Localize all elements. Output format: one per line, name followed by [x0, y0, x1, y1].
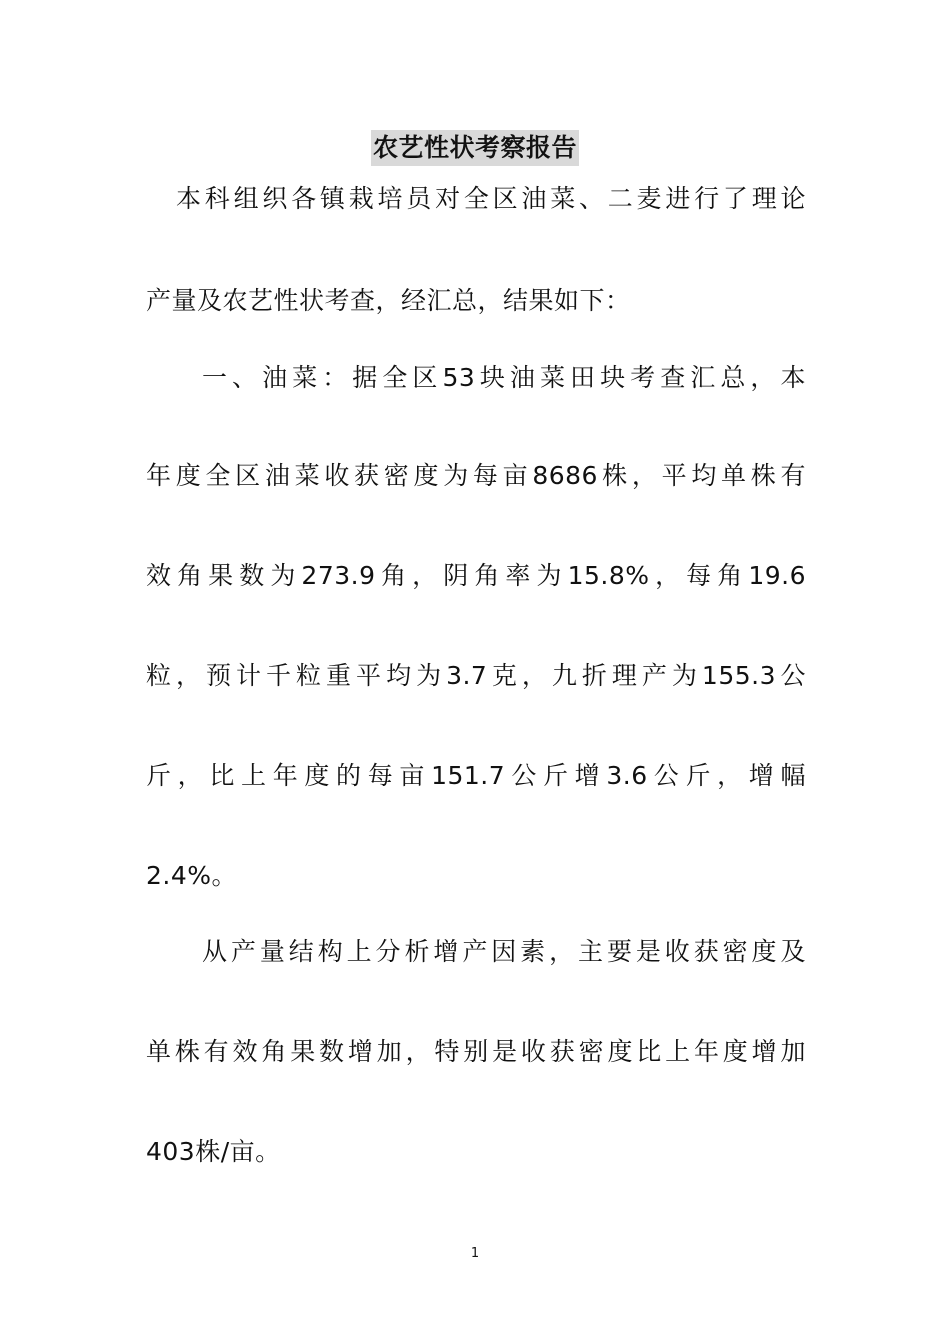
paragraph-1-line-1: 本科组织各镇栽培员对全区油菜、二麦进行了理论 [176, 184, 806, 213]
document-title: 农艺性状考察报告 [371, 130, 579, 166]
paragraph-2-line-1: 一、油菜：据全区53块油菜田块考查汇总，本 [202, 363, 806, 392]
paragraph-2-line-6: 2.4%。 [146, 861, 238, 890]
paragraph-2-line-4: 粒，预计千粒重平均为3.7克，九折理产为155.3公 [146, 661, 806, 690]
page-number: 1 [470, 1246, 480, 1261]
paragraph-2-line-3: 效角果数为273.9角，阴角率为15.8%，每角19.6 [146, 561, 806, 590]
paragraph-1-line-2: 产量及农艺性状考查，经汇总，结果如下： [146, 286, 631, 315]
paragraph-3-line-2: 单株有效角果数增加，特别是收获密度比上年度增加 [146, 1037, 806, 1066]
paragraph-3-line-3: 403株/亩。 [146, 1137, 281, 1166]
paragraph-2-line-2: 年度全区油菜收获密度为每亩8686株，平均单株有 [146, 461, 806, 490]
title-container [0, 130, 950, 166]
paragraph-3-line-1: 从产量结构上分析增产因素，主要是收获密度及 [202, 937, 806, 966]
paragraph-2-line-5: 斤，比上年度的每亩151.7公斤增3.6公斤，增幅 [146, 761, 806, 790]
